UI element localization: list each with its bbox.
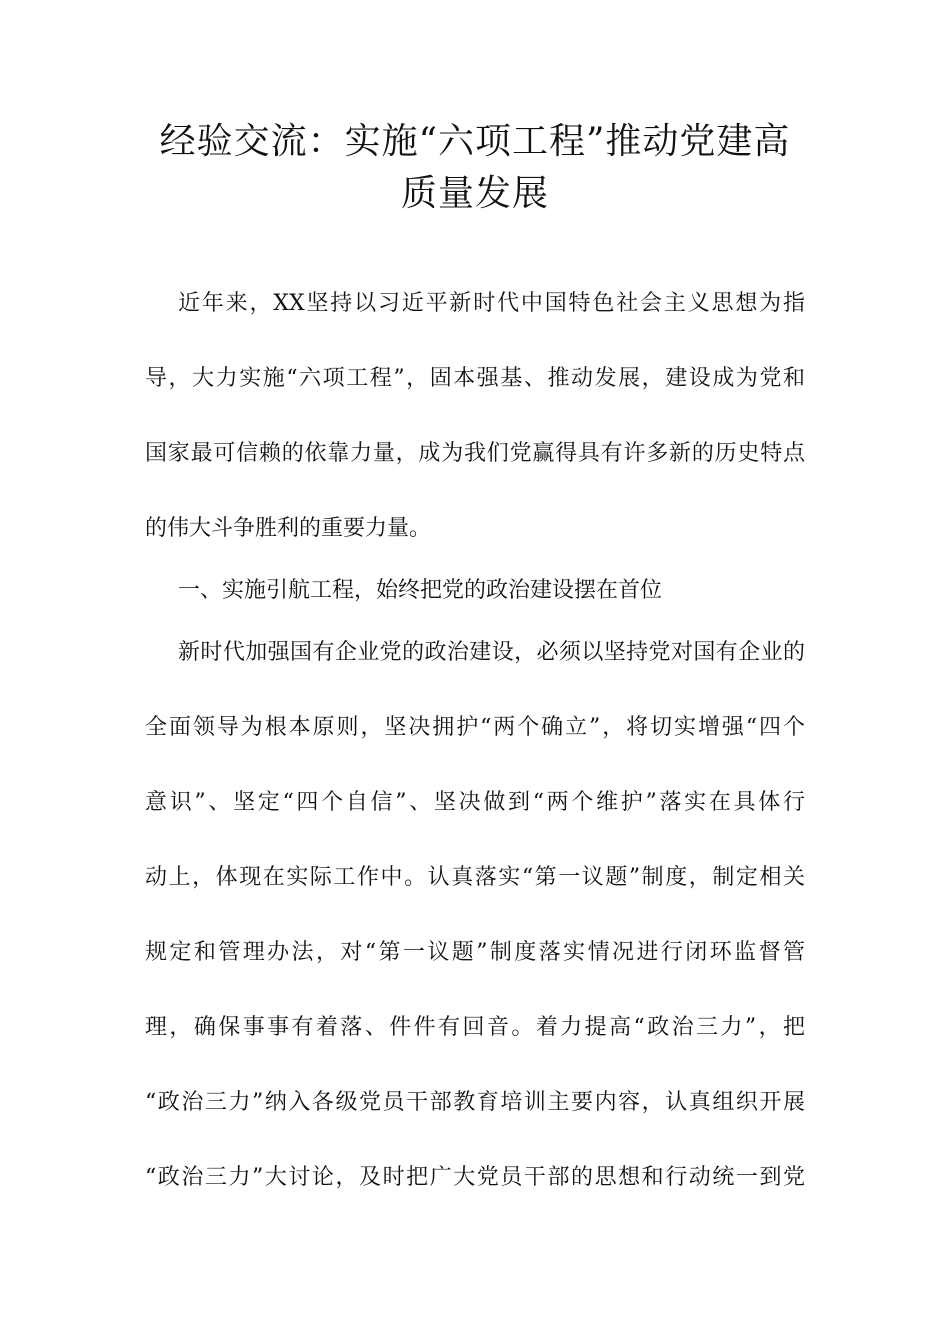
section-1-heading: 一、实施引航工程，始终把党的政治建设摆在首位	[178, 578, 663, 603]
paragraph-2-line-5: 规定和管理办法，对“第一议题”制度落实情况进行闭环监督管	[145, 940, 805, 965]
paragraph-2-line-7: “政治三力”纳入各级党员干部教育培训主要内容，认真组织开展	[145, 1090, 805, 1115]
paragraph-2-line-2: 全面领导为根本原则，坚决拥护“两个确立”，将切实增强“四个	[145, 715, 805, 740]
paragraph-1-line-3: 国家最可信赖的依靠力量，成为我们党赢得具有许多新的历史特点	[145, 441, 805, 466]
paragraph-2-line-4: 动上，体现在实际工作中。认真落实“第一议题”制度，制定相关	[145, 865, 805, 890]
paragraph-1-line-4: 的伟大斗争胜利的重要力量。	[145, 516, 432, 541]
paragraph-2-line-3: 意识”、坚定“四个自信”、坚决做到“两个维护”落实在具体行	[145, 790, 805, 815]
document-title-line-2: 质量发展	[400, 173, 549, 214]
paragraph-2-line-1: 新时代加强国有企业党的政治建设，必须以坚持党对国有企业的	[178, 640, 805, 665]
document-title-line-1: 经验交流：实施“六项工程”推动党建高	[159, 121, 791, 162]
paragraph-2-line-6: 理，确保事事有着落、件件有回音。着力提高“政治三力”，把	[145, 1015, 805, 1040]
paragraph-1-line-2: 导，大力实施“六项工程”，固本强基、推动发展，建设成为党和	[145, 366, 805, 391]
paragraph-1-line-1: 近年来，XX坚持以习近平新时代中国特色社会主义思想为指	[178, 291, 805, 316]
paragraph-2-line-8: “政治三力”大讨论，及时把广大党员干部的思想和行动统一到党	[145, 1165, 805, 1190]
